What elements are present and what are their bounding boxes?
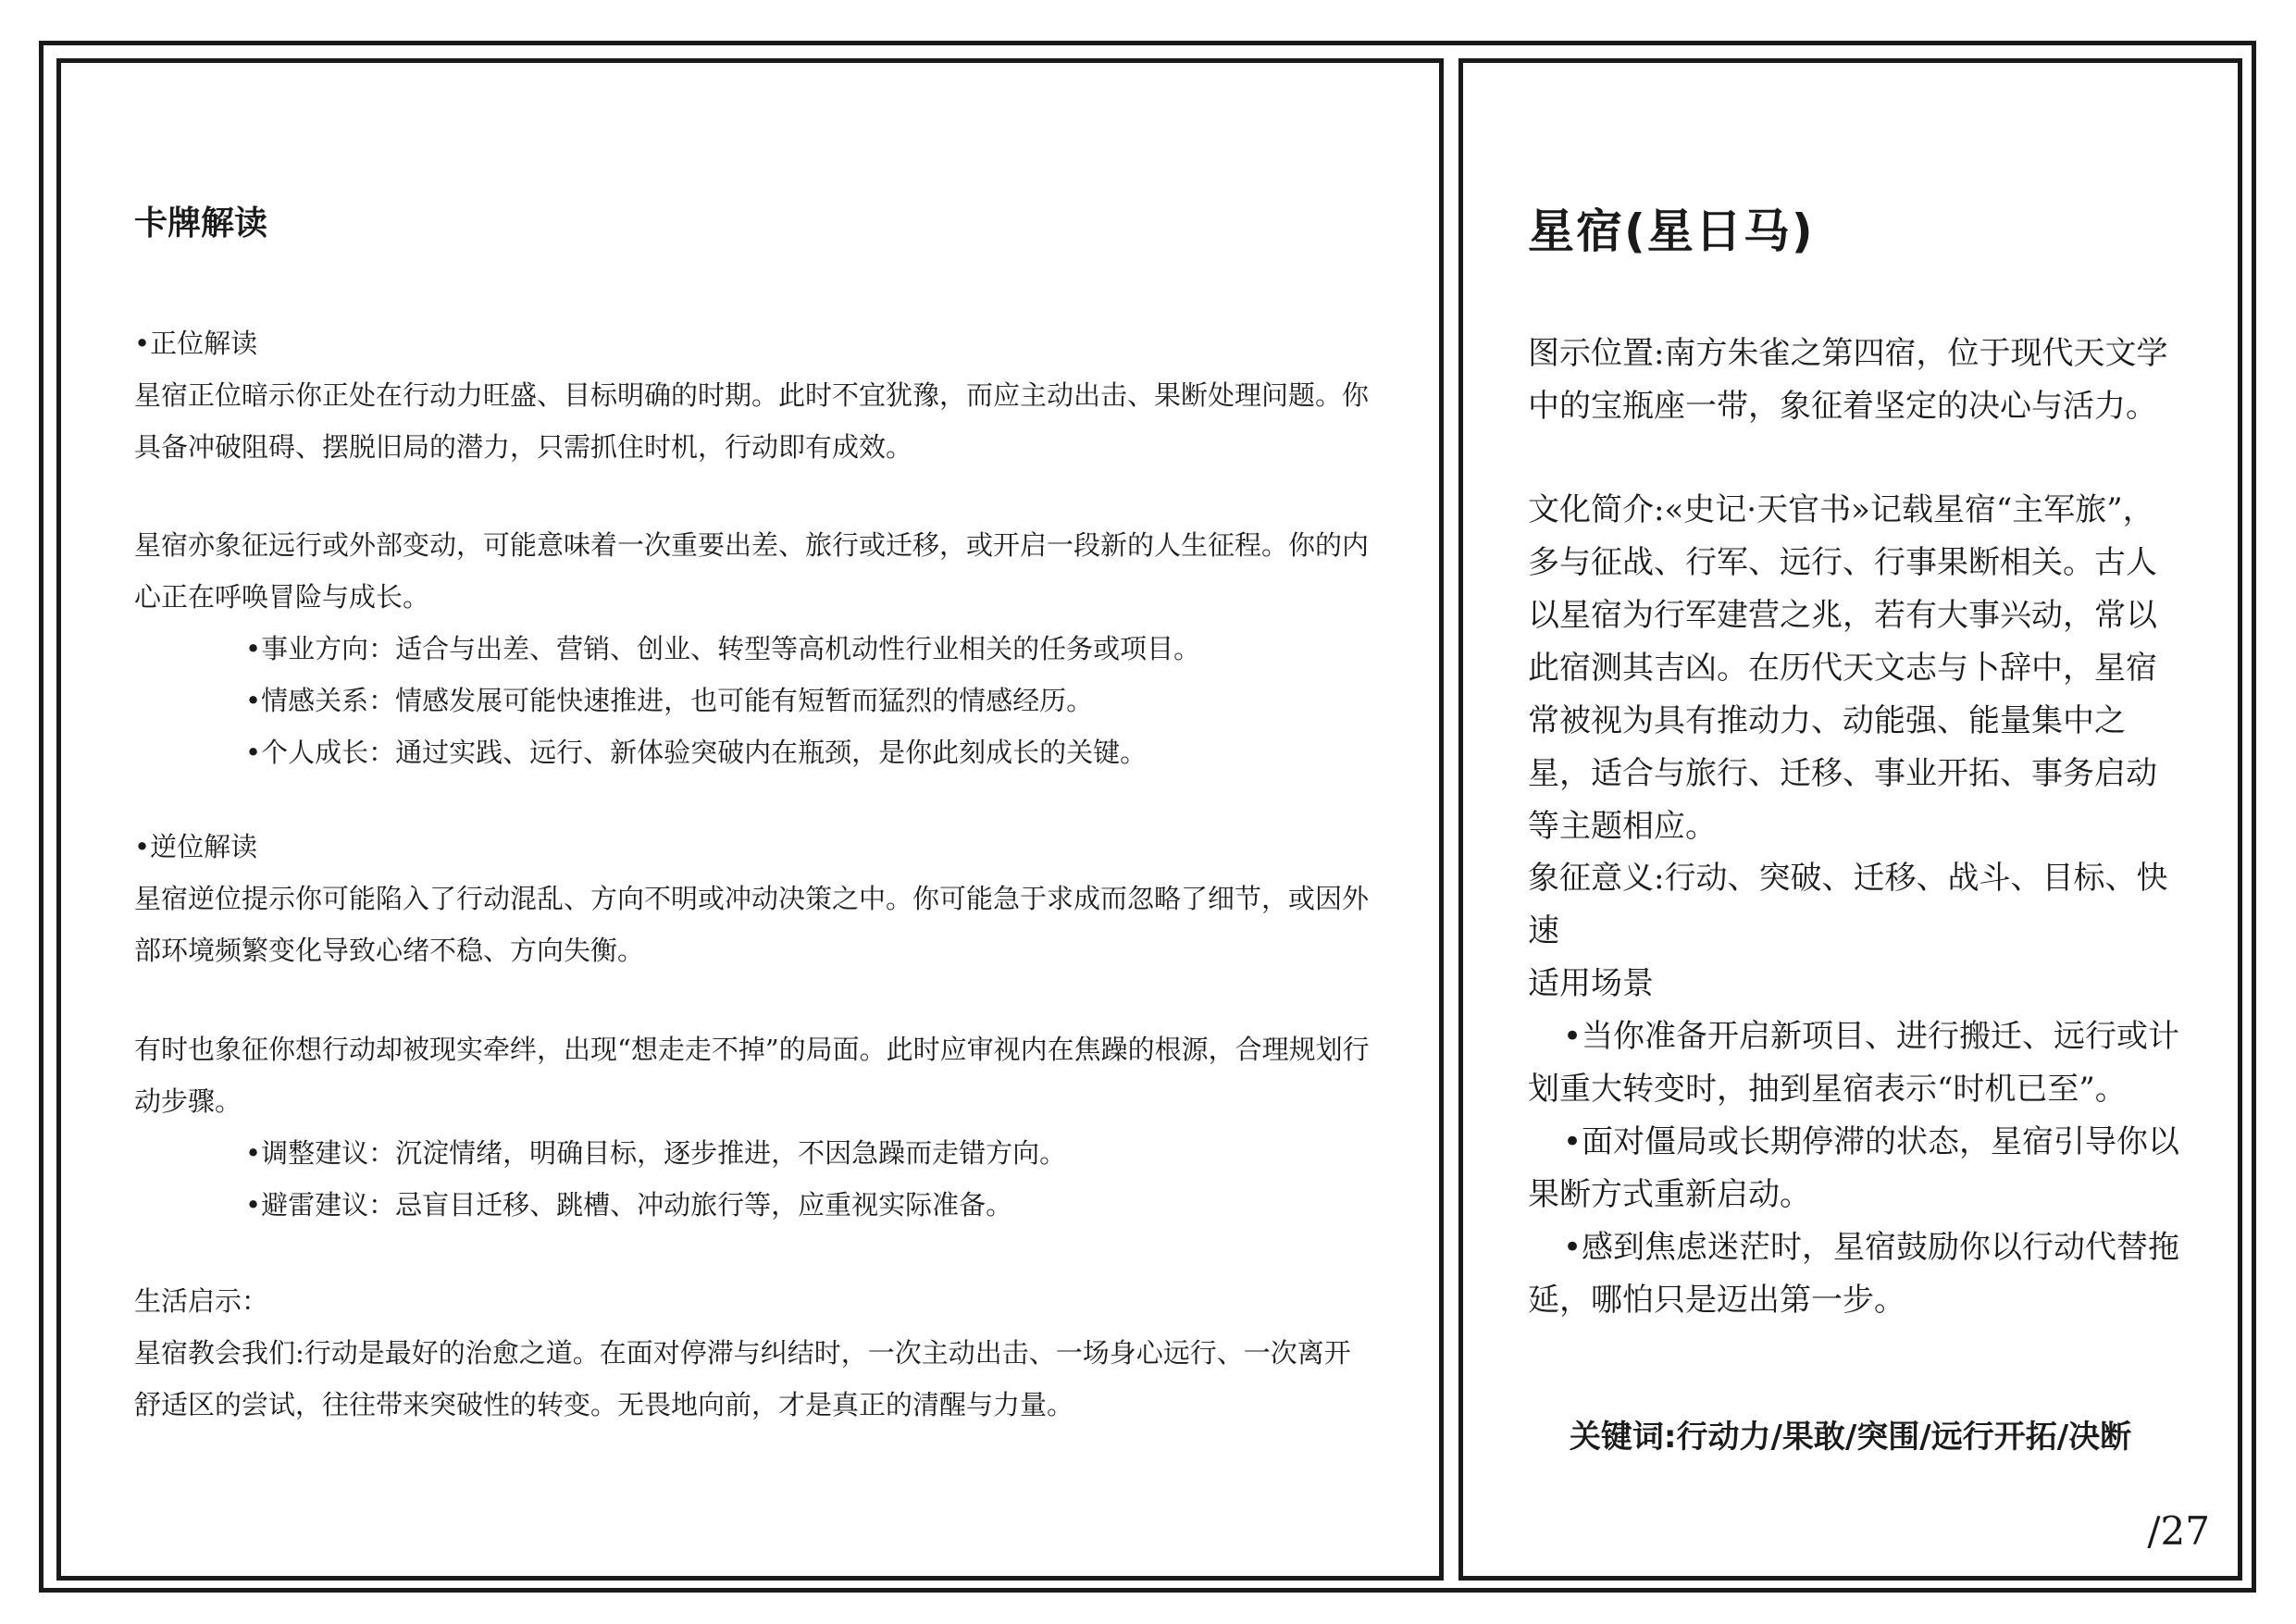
scenes-section <box>1528 958 2182 1327</box>
upright-section <box>134 317 1374 473</box>
list-item: •面对僵局或长期停滞的状态，星宿引导你以果断方式重新启动。 <box>1528 1123 2180 1213</box>
keywords-line: 关键词:行动力/果敢/突围/远行开拓/决断 <box>1569 1419 2132 1456</box>
list-item: •事业方向：适合与出差、营销、创业、转型等高机动性行业相关的任务或项目。 <box>245 633 1201 664</box>
symbolic-meaning-text: 象征意义:行动、突破、迁移、战斗、目标、快速 <box>1528 860 2168 949</box>
upright-paragraph-2: 星宿亦象征远行或外部变动，可能意味着一次重要出差、旅行或迁移，或开启一段新的人生征程。你的内心正在呼唤冒险与成长。 <box>134 529 1370 613</box>
card-interpretation-panel <box>56 58 1444 1581</box>
page-number: /27 <box>2147 1508 2210 1554</box>
life-insight-heading: 生活启示： <box>134 1285 269 1317</box>
section-title: 卡牌解读 <box>134 205 268 242</box>
life-insight-paragraph: 星宿教会我们:行动是最好的治愈之道。在面对停滞与纠结时，一次主动出击、一场身心远行、一次离开舒适区的尝试，往往带来突破性的转变。无畏地向前，才是真正的清醒与力量。 <box>134 1337 1351 1420</box>
constellation-info-panel <box>1458 58 2242 1581</box>
list-item: •感到焦虑迷茫时，星宿鼓励你以行动代替拖延，哪怕只是迈出第一步。 <box>1528 1229 2180 1319</box>
list-item: •情感关系：情感发展可能快速推进，也可能有短暂而猛烈的情感经历。 <box>245 685 1094 716</box>
list-item: •调整建议：沉淀情绪，明确目标，逐步推进，不因急躁而走错方向。 <box>245 1137 1067 1169</box>
culture-intro-text: 文化简介:«史记·天官书»记载星宿“主军旅”，多与征战、行军、远行、行事果断相关。古人以星宿为行军建营之兆，若有大事兴动，常以此宿测其吉凶。在历代天文志与卜辞中，星宿常被视为具有推动力、动能强、能量集中之星，适合与旅行、迁移、事业开拓、事务启动等主题相应。 <box>1528 491 2157 845</box>
reversed-heading: •逆位解读 <box>134 831 258 862</box>
life-insight-section <box>134 1275 1374 1431</box>
reversed-paragraph-1: 星宿逆位提示你可能陷入了行动混乱、方向不明或冲动决策之中。你可能急于求成而忽略了细节，或因外部环境频繁变化导致心绪不稳、方向失衡。 <box>134 883 1370 966</box>
upright-paragraph-1: 星宿正位暗示你正处在行动力旺盛、目标明确的时期。此时不宜犹豫，而应主动出击、果断处理问题。你具备冲破阻碍、摆脱旧局的潜力，只需抓住时机，行动即有成效。 <box>134 379 1370 463</box>
list-item: •当你准备开启新项目、进行搬迁、远行或计划重大转变时，抽到星宿表示“时机已至”。 <box>1528 1018 2180 1108</box>
scenes-heading: 适用场景 <box>1528 965 1654 1002</box>
upright-heading: •正位解读 <box>134 328 258 359</box>
upright-bullet-list <box>134 623 1374 778</box>
card-title: 星宿(星日马) <box>1528 205 1815 258</box>
diagram-position-text: 图示位置:南方朱雀之第四宿，位于现代天文学中的宝瓶座一带，象征着坚定的决心与活力。 <box>1528 335 2168 425</box>
reversed-section-2 <box>134 1023 1374 1231</box>
scenes-list <box>1528 1010 2182 1327</box>
upright-section-2 <box>134 519 1374 778</box>
list-item: •避雷建议：忌盲目迁移、跳槽、冲动旅行等，应重视实际准备。 <box>245 1189 1013 1221</box>
reversed-bullet-list <box>134 1127 1374 1231</box>
list-item: •个人成长：通过实践、远行、新体验突破内在瓶颈，是你此刻成长的关键。 <box>245 737 1148 768</box>
reversed-paragraph-2: 有时也象征你想行动却被现实牵绊，出现“想走走不掉”的局面。此时应审视内在焦躁的根源，合理规划行动步骤。 <box>134 1034 1370 1117</box>
reversed-section <box>134 821 1374 976</box>
